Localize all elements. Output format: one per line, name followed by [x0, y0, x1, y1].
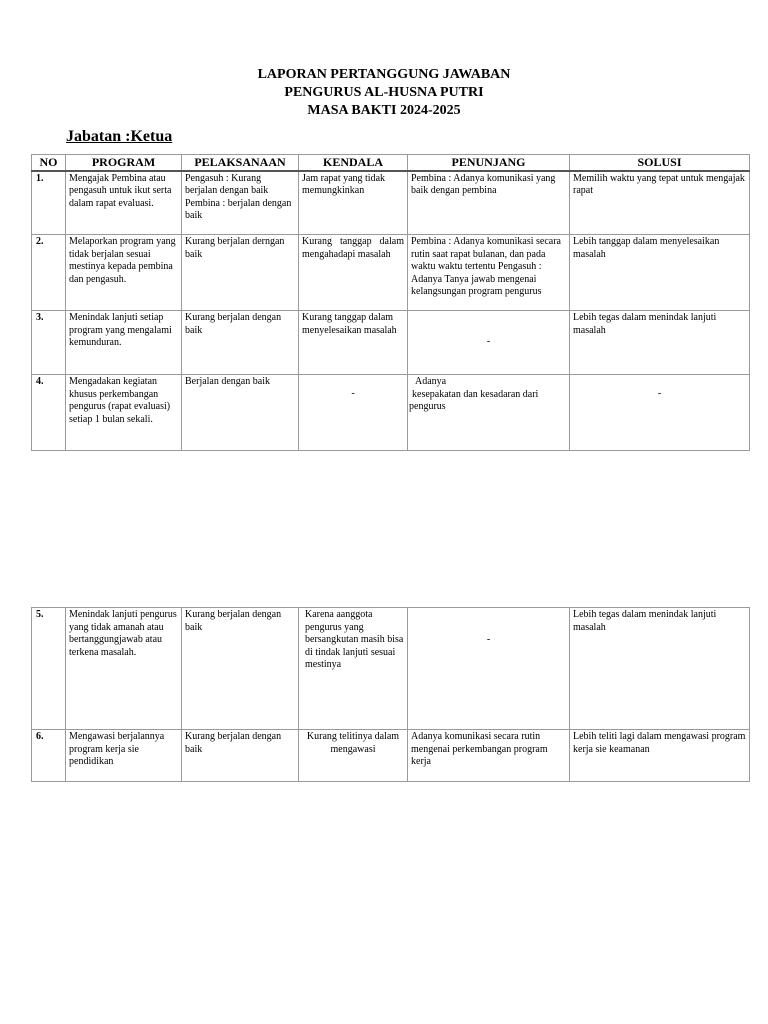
program-cell: Menindak lanjuti setiap program yang mengalami kemunduran.: [66, 311, 182, 375]
column-header-solusi: SOLUSI: [570, 155, 750, 171]
penunjang-line: Adanya: [415, 376, 447, 387]
penunjang-cell: Adanya komunikasi secara rutin mengenai perkembangan program kerja: [408, 730, 570, 782]
kendala-cell: Kurang telitinya dalam mengawasi: [299, 730, 408, 782]
penunjang-cell: -: [408, 608, 570, 730]
solusi-cell: Memilih waktu yang tepat untuk mengajak rapat: [570, 171, 750, 235]
row-number: 2.: [32, 235, 66, 311]
program-cell: Melaporkan program yang tidak berjalan sesuai mestinya kepada pembina dan pengasuh.: [66, 235, 182, 311]
pelaksanaan-cell: Pengasuh : Kurang berjalan dengan baik Pembina : berjalan dengan baik: [182, 171, 299, 235]
pelaksanaan-cell: Kurang berjalan dengan baik: [182, 311, 299, 375]
row-number: 1.: [32, 171, 66, 235]
report-title: LAPORAN PERTANGGUNG JAWABAN: [257, 67, 511, 82]
column-header-no: NO: [32, 155, 66, 171]
penunjang-cell: -: [408, 311, 570, 375]
row-number: 6.: [32, 730, 66, 782]
row-number: 3.: [32, 311, 66, 375]
kendala-cell: -: [299, 375, 408, 451]
table-row: [32, 311, 750, 375]
table-row: [32, 171, 750, 235]
penunjang-line: kesepakatan dan kesadaran dari: [412, 388, 539, 400]
penunjang-line: pengurus: [409, 401, 446, 413]
program-cell: Mengawasi berjalannya program kerja sie pendidikan: [66, 730, 182, 782]
report-table: [31, 154, 750, 451]
pelaksanaan-cell: Kurang berjalan dengan baik: [182, 730, 299, 782]
kendala-cell: Jam rapat yang tidak memungkinkan: [299, 171, 408, 235]
column-header-pelaksanaan: PELAKSANAAN: [182, 155, 299, 171]
penunjang-cell: [408, 375, 570, 451]
row-number: 5.: [32, 608, 66, 730]
penunjang-cell: Pembina : Adanya komunikasi secara rutin saat rapat bulanan, dan pada waktu waktu tertentu Pengasuh : Adanya Tanya jawab mengenai kelangsungan program pengurus: [408, 235, 570, 311]
pelaksanaan-cell: Berjalan dengan baik: [182, 375, 299, 451]
solusi-cell: -: [570, 375, 750, 451]
penunjang-cell: Pembina : Adanya komunikasi yang baik dengan pembina: [408, 171, 570, 235]
solusi-cell: Lebih tegas dalam menindak lanjuti masalah: [570, 608, 750, 730]
row-number: 4.: [32, 375, 66, 451]
program-cell: Mengadakan kegiatan khusus perkembangan pengurus (rapat evaluasi) setiap 1 bulan sekali.: [66, 375, 182, 451]
kendala-cell: Kurang tanggap dalam menyelesaikan masalah: [299, 311, 408, 375]
table-row: [32, 235, 750, 311]
column-header-kendala: KENDALA: [299, 155, 408, 171]
program-cell: Menindak lanjuti pengurus yang tidak amanah atau bertanggungjawab atau terkena masalah.: [66, 608, 182, 730]
column-header-penunjang: PENUNJANG: [408, 155, 570, 171]
table-row: [32, 608, 750, 730]
table-row: [32, 375, 750, 451]
solusi-cell: Lebih tanggap dalam menyelesaikan masalah: [570, 235, 750, 311]
solusi-cell: Lebih teliti lagi dalam mengawasi program kerja sie keamanan: [570, 730, 750, 782]
pelaksanaan-cell: Kurang berjalan derngan baik: [182, 235, 299, 311]
solusi-cell: Lebih tegas dalam menindak lanjuti masalah: [570, 311, 750, 375]
table-row: [32, 730, 750, 782]
program-cell: Mengajak Pembina atau pengasuh untuk ikut serta dalam rapat evaluasi.: [66, 171, 182, 235]
report-subtitle: PENGURUS AL-HUSNA PUTRI: [284, 85, 484, 100]
report-table-continued: [31, 607, 750, 782]
kendala-cell: Karena aanggota pengurus yang bersangkutan masih bisa di tindak lanjuti sesuai mestinya: [299, 608, 408, 730]
kendala-cell: Kurang tanggap dalam mengahadapi masalah: [299, 235, 408, 311]
table-header-row: [32, 155, 750, 171]
column-header-program: PROGRAM: [66, 155, 182, 171]
pelaksanaan-cell: Kurang berjalan dengan baik: [182, 608, 299, 730]
position-label: Jabatan :Ketua: [66, 128, 173, 145]
report-period: MASA BAKTI 2024-2025: [307, 103, 461, 118]
